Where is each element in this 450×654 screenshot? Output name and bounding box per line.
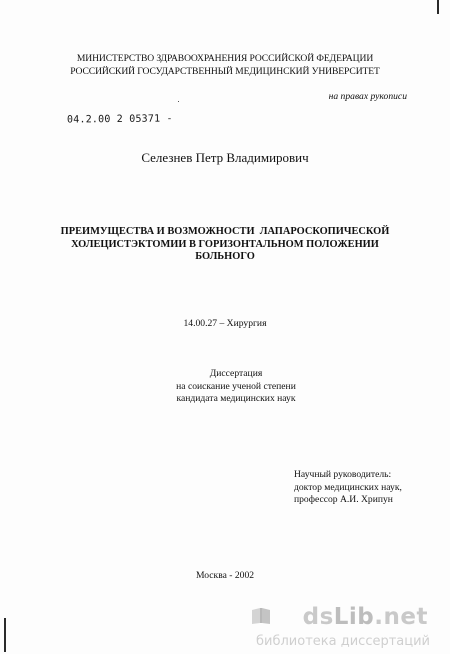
- manuscript-note: на правах рукописи: [328, 91, 407, 102]
- title-line-1: ПРЕИМУЩЕСТВА И ВОЗМОЖНОСТИ ЛАПАРОСКОПИЧЕСКОЙ: [60, 226, 390, 237]
- watermark-subtitle: библиотека диссертаций: [256, 634, 430, 649]
- archive-stamp-code: 04.2.00 2 05371 -: [66, 113, 173, 126]
- dissertation-title: [0, 226, 450, 264]
- scan-edge-mark-left: [4, 618, 6, 652]
- watermark-logo-ds: ds: [302, 604, 334, 630]
- degree-line-3: кандидата медицинских наук: [176, 393, 296, 404]
- supervisor-line-2: доктор медицинских наук,: [294, 481, 402, 493]
- specialty-code: 14.00.27 – Хирургия: [183, 318, 267, 329]
- ministry-line-2: РОССИЙСКИЙ ГОСУДАРСТВЕННЫЙ МЕДИЦИНСКИЙ УНИВЕРСИТЕТ: [70, 65, 380, 77]
- scan-dot: [178, 101, 179, 102]
- degree-line-2: на соискание ученой степени: [176, 380, 296, 392]
- degree-line-1: Диссертация: [209, 368, 263, 379]
- author-name: Селезнев Петр Владимирович: [141, 150, 309, 165]
- supervisor-block: [294, 469, 402, 507]
- ministry-header: [0, 53, 450, 78]
- supervisor-line-1: Научный руководитель:: [294, 469, 392, 480]
- book-icon: [250, 606, 272, 626]
- title-line-3: БОЛЬНОГО: [195, 251, 255, 263]
- supervisor-line-3: профессор А.И. Хрипун: [294, 494, 393, 505]
- scan-edge-mark-top: [437, 0, 439, 14]
- watermark-logo: [303, 604, 428, 630]
- dissertation-degree-block: [170, 368, 302, 406]
- ministry-line-1: МИНИСТЕРСТВО ЗДРАВООХРАНЕНИЯ РОССИЙСКОЙ ФЕДЕРАЦИИ: [76, 53, 374, 64]
- title-line-2: ХОЛЕЦИСТЭКТОМИИ В ГОРИЗОНТАЛЬНОМ ПОЛОЖЕНИИ: [71, 238, 379, 250]
- city-year: Москва - 2002: [195, 570, 255, 581]
- watermark-logo-lib: Lib: [333, 604, 375, 630]
- dslib-watermark: [250, 604, 440, 652]
- watermark-logo-net: .net: [374, 604, 428, 630]
